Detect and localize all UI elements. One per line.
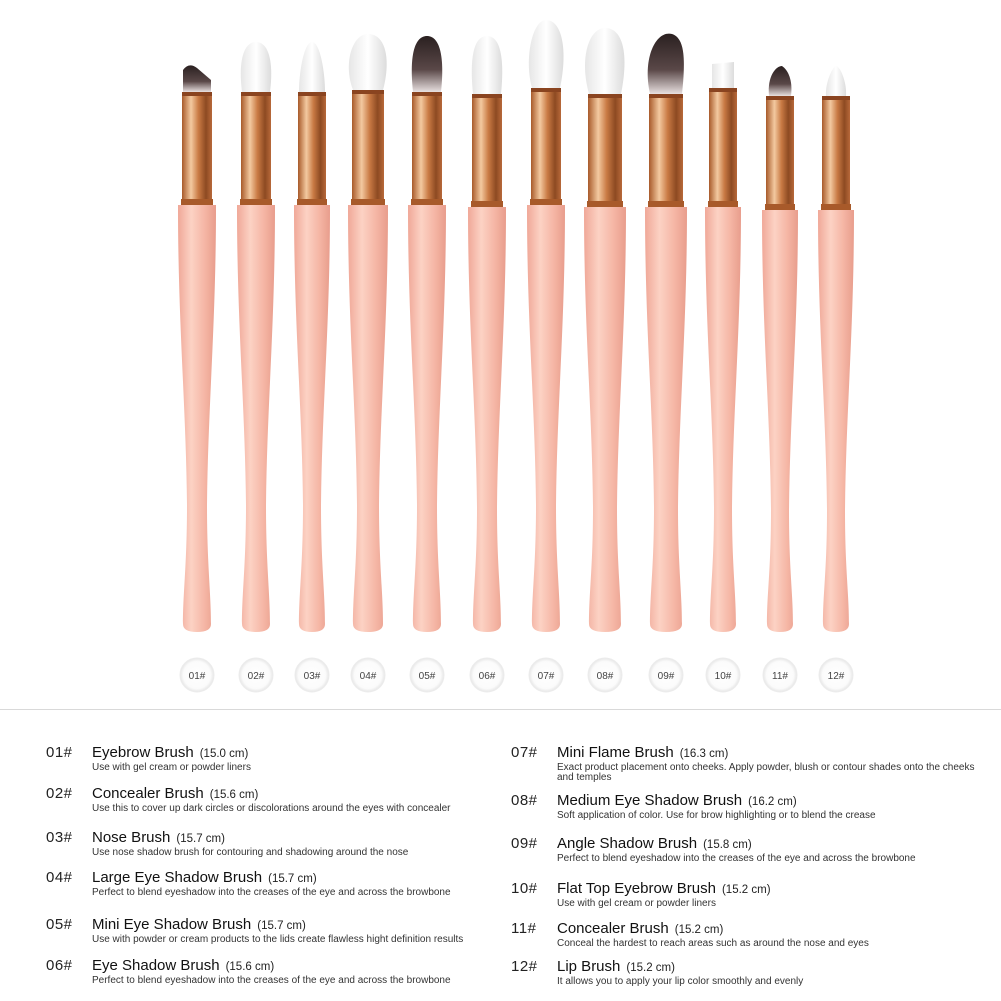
brush-6 <box>468 36 506 692</box>
brush-ferrule <box>182 92 212 205</box>
brush-name <box>557 920 723 937</box>
brush-name <box>557 880 771 897</box>
brush-size: (15.8 cm) <box>703 839 752 851</box>
brush-size: (15.2 cm) <box>674 924 724 936</box>
brush-number-label: 04# <box>359 671 377 682</box>
brush-number-label: 02# <box>247 671 265 682</box>
brush-usage-description: Use nose shadow brush for contouring and shadowing around the nose <box>92 847 409 858</box>
brush-bristles <box>241 42 271 92</box>
brush-number: 01# <box>46 744 73 761</box>
brush-name-text: Eyebrow Brush <box>92 744 194 761</box>
brush-handle <box>762 210 798 632</box>
brush-handle <box>348 205 388 632</box>
brush-handle <box>468 207 506 632</box>
brush-size: (16.3 cm) <box>679 748 729 760</box>
brush-8 <box>584 28 626 692</box>
brush-name <box>557 835 752 852</box>
brush-number-label: 10# <box>714 671 732 682</box>
brush-name <box>92 785 258 802</box>
brush-name-text: Concealer Brush <box>557 920 669 937</box>
brush-number-label: 07# <box>537 671 555 682</box>
brush-number-label: 11# <box>772 671 788 682</box>
brush-handle <box>237 205 275 632</box>
brush-size: (15.0 cm) <box>199 748 249 760</box>
brush-usage-description: Use with gel cream or powder liners <box>92 762 251 773</box>
brush-number: 04# <box>46 869 73 886</box>
brush-bristles <box>472 36 502 94</box>
brush-handle <box>818 210 854 632</box>
brush-bristles <box>299 42 325 92</box>
brush-1 <box>178 65 216 692</box>
brush-ferrule <box>531 88 561 205</box>
brush-name <box>92 744 248 761</box>
brush-size: (15.6 cm) <box>209 789 259 801</box>
brush-number: 07# <box>511 744 538 761</box>
brush-10 <box>705 62 741 692</box>
brush-ferrule <box>352 90 384 205</box>
brush-bristles <box>826 66 846 96</box>
brush-9 <box>645 34 687 692</box>
brush-bristles <box>712 62 734 88</box>
brush-5 <box>408 36 446 692</box>
brush-size: (15.7 cm) <box>176 833 225 845</box>
brush-name <box>557 744 728 761</box>
brush-handle <box>294 205 330 632</box>
brush-name-text: Large Eye Shadow Brush <box>92 869 263 886</box>
brush-size: (15.7 cm) <box>268 873 317 885</box>
brush-ferrule <box>766 96 794 210</box>
brush-name-text: Lip Brush <box>557 958 621 975</box>
brush-bristles <box>349 34 387 90</box>
brush-usage-description: Conceal the hardest to reach areas such as around the nose and eyes <box>557 938 869 949</box>
brush-ferrule <box>649 94 683 207</box>
brush-name <box>557 958 675 975</box>
brush-number-label: 01# <box>188 671 206 682</box>
brush-ferrule <box>298 92 326 205</box>
brush-name <box>92 829 225 846</box>
brush-name <box>92 869 317 886</box>
brush-number: 03# <box>46 829 73 846</box>
brush-number-label: 03# <box>303 671 321 682</box>
brush-size: (15.2 cm) <box>626 962 675 974</box>
brush-name-text: Concealer Brush <box>92 785 204 802</box>
brush-usage-description: Use with powder or cream products to the lids create flawless hight definition results <box>92 934 464 945</box>
brush-bristles <box>769 66 792 96</box>
brush-size: (15.6 cm) <box>225 961 275 973</box>
brush-number-label: 12# <box>827 671 845 682</box>
brush-name-text: Eye Shadow Brush <box>92 957 220 974</box>
brush-name-text: Mini Eye Shadow Brush <box>92 916 252 933</box>
brush-handle <box>584 207 626 632</box>
brush-number: 12# <box>511 958 538 975</box>
brush-handle <box>408 205 446 632</box>
brush-size: (16.2 cm) <box>748 796 797 808</box>
brush-3 <box>294 42 330 692</box>
brush-number: 11# <box>511 920 537 937</box>
brush-number: 06# <box>46 957 73 974</box>
brush-12 <box>818 66 854 692</box>
brush-usage-description: Perfect to blend eyeshadow into the creases of the eye and across the browbone <box>557 853 916 864</box>
brush-bristles <box>412 36 442 92</box>
brush-usage-description: Use this to cover up dark circles or discolorations around the eyes with concealer <box>92 803 451 814</box>
brush-number: 08# <box>511 792 538 809</box>
section-divider <box>0 709 1001 710</box>
brush-usage-description: Perfect to blend eyeshadow into the creases of the eye and across the browbone <box>92 887 451 898</box>
brush-number: 10# <box>511 880 538 897</box>
brush-usage-description: Soft application of color. Use for brow highlighting or to blend the crease <box>557 810 876 821</box>
brush-number-label: 06# <box>478 671 496 682</box>
brush-ferrule <box>412 92 442 205</box>
brush-number-label: 08# <box>596 671 614 682</box>
brush-number: 09# <box>511 835 538 852</box>
brush-name <box>92 916 306 933</box>
brush-name-text: Flat Top Eyebrow Brush <box>557 880 716 897</box>
brush-name <box>557 792 797 809</box>
brush-handle <box>527 205 565 632</box>
brush-name-text: Angle Shadow Brush <box>557 835 698 852</box>
brush-7 <box>527 20 565 692</box>
brush-size: (15.2 cm) <box>721 884 771 896</box>
brush-name <box>92 957 274 974</box>
brush-ferrule <box>588 94 622 207</box>
brush-number-label: 09# <box>657 671 675 682</box>
brush-2 <box>237 42 275 692</box>
brush-bristles <box>585 28 624 94</box>
brush-bristles <box>648 34 684 94</box>
brush-ferrule <box>472 94 502 207</box>
brush-11 <box>762 66 798 692</box>
brush-ferrule <box>709 88 737 207</box>
brush-bristles <box>183 65 211 92</box>
brush-name-text: Mini Flame Brush <box>557 744 674 761</box>
brush-name-text: Nose Brush <box>92 829 171 846</box>
brush-usage-description: Exact product placement onto cheeks. Apply powder, blush or contour shades onto the cheeks and temples <box>557 762 975 783</box>
brush-number: 05# <box>46 916 73 933</box>
brush-size: (15.7 cm) <box>257 920 306 932</box>
brush-handle <box>178 205 216 632</box>
brush-name-text: Medium Eye Shadow Brush <box>557 792 743 809</box>
brush-handle <box>645 207 687 632</box>
brush-bristles <box>529 20 564 88</box>
brush-ferrule <box>822 96 850 210</box>
brush-number-label: 05# <box>418 671 436 682</box>
brush-number: 02# <box>46 785 73 802</box>
brush-usage-description: It allows you to apply your lip color smoothly and evenly <box>557 976 804 987</box>
brush-ferrule <box>241 92 271 205</box>
brush-handle <box>705 207 741 632</box>
brush-usage-description: Use with gel cream or powder liners <box>557 898 716 909</box>
brush-usage-description: Perfect to blend eyeshadow into the creases of the eye and across the browbone <box>92 975 451 986</box>
brush-4 <box>348 34 388 692</box>
